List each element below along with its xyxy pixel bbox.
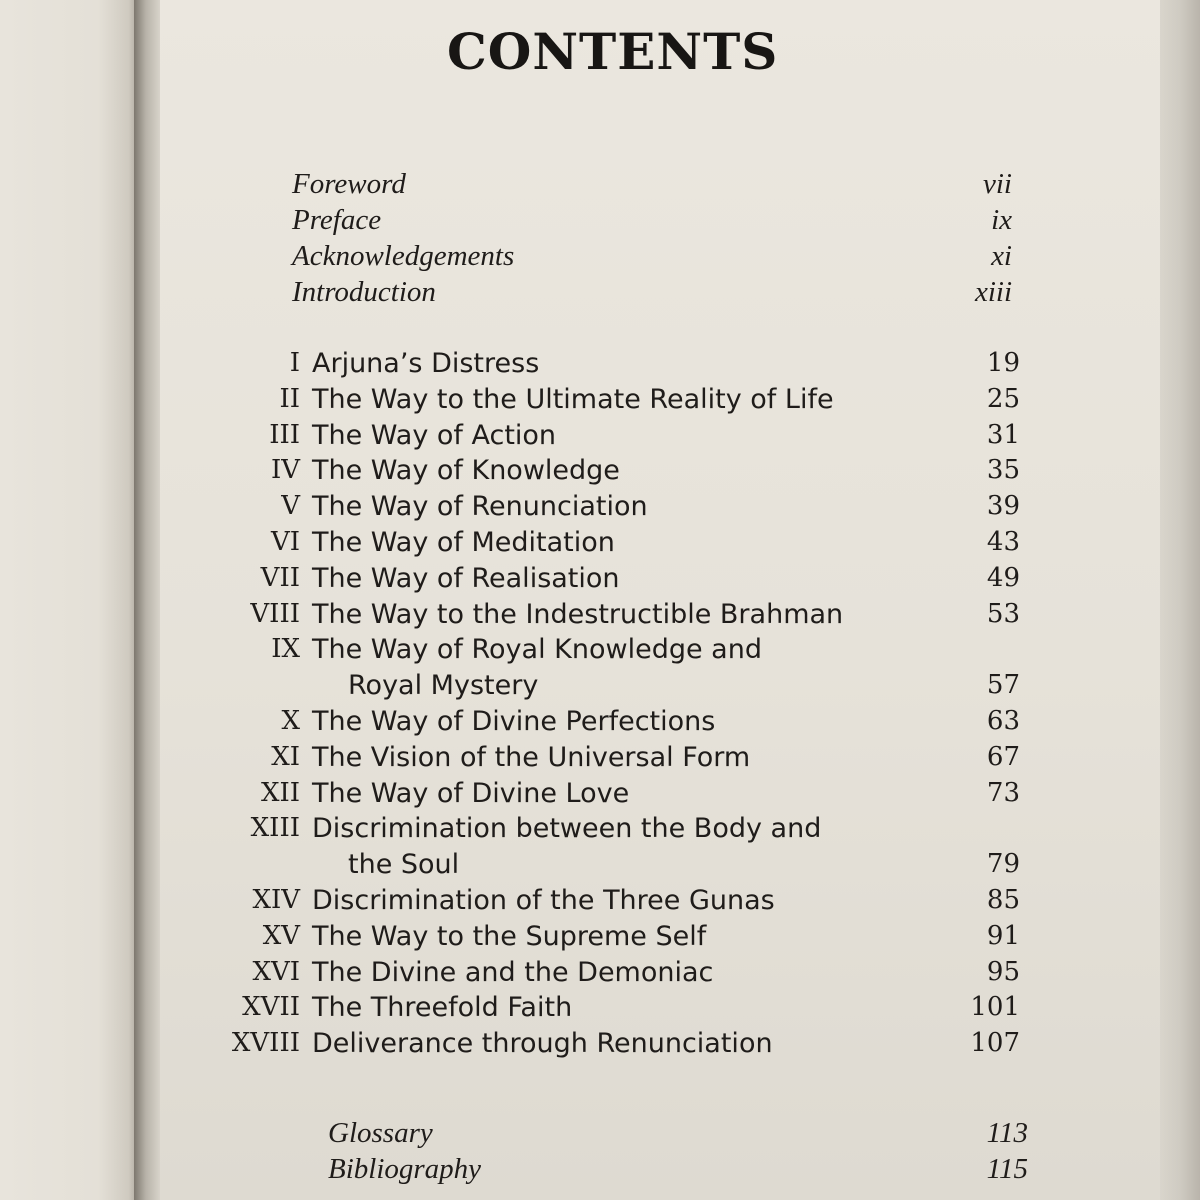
back-matter-entry: [328, 1151, 1028, 1187]
chapter-numeral: I: [289, 348, 300, 378]
chapter-page: 19: [986, 348, 1020, 378]
chapter-page: 53: [986, 598, 1020, 629]
chapter-title: The Way of Royal Knowledge and: [312, 634, 762, 666]
chapter-title: Discrimination of the Three Gunas: [312, 884, 775, 916]
chapter-list: [220, 346, 1020, 1062]
chapter-title: The Way of Divine Perfections: [312, 705, 716, 737]
chapter-numeral: XVI: [252, 956, 300, 987]
chapter-title: The Vision of the Universal Form: [312, 741, 751, 773]
chapter-title: The Way of Renunciation: [312, 491, 648, 523]
entry-title: Glossary: [328, 1117, 433, 1149]
back-matter-entry: [328, 1115, 1028, 1151]
chapter-numeral: IV: [270, 455, 300, 486]
page-edge: [1160, 0, 1200, 1200]
chapter-entry: [220, 883, 1020, 919]
entry-title: Foreword: [292, 168, 406, 200]
chapter-entry: [220, 418, 1020, 454]
chapter-entry: [220, 740, 1020, 776]
chapter-page: 91: [986, 920, 1020, 951]
entry-title: Bibliography: [328, 1153, 482, 1185]
chapter-entry: [220, 346, 1020, 382]
chapter-entry: [220, 990, 1020, 1026]
chapter-title: The Way of Divine Love: [312, 777, 630, 809]
chapter-page: 67: [986, 741, 1020, 772]
back-matter-list: [328, 1115, 1028, 1187]
chapter-numeral: X: [281, 705, 300, 736]
chapter-entry: [220, 453, 1020, 489]
entry-title: Acknowledgements: [292, 240, 515, 272]
chapter-page: 49: [986, 562, 1020, 593]
entry-page: xi: [991, 240, 1012, 272]
entry-page: ix: [991, 204, 1012, 236]
chapter-entry: [220, 489, 1020, 525]
chapter-title: The Way of Knowledge: [312, 455, 620, 487]
left-page: [0, 0, 140, 1200]
chapter-title-continuation: the Soul: [348, 849, 460, 881]
chapter-numeral: XIV: [252, 884, 300, 915]
chapter-numeral: XV: [262, 920, 300, 951]
entry-page: 115: [986, 1153, 1028, 1185]
front-matter-entry: [292, 274, 1012, 310]
entry-title: Introduction: [292, 276, 436, 308]
chapter-numeral: XVIII: [231, 1028, 300, 1059]
chapter-title: The Way to the Supreme Self: [312, 920, 707, 952]
entry-page: 113: [986, 1117, 1028, 1149]
entry-page: xiii: [974, 276, 1012, 308]
chapter-page: 101: [970, 992, 1020, 1023]
chapter-title: The Way to the Ultimate Reality of Life: [312, 383, 834, 415]
chapter-title: Arjuna’s Distress: [312, 348, 540, 379]
chapter-entry: [220, 561, 1020, 597]
front-matter-entry: [292, 238, 1012, 274]
chapter-page: 85: [986, 884, 1020, 915]
chapter-entry: [220, 382, 1020, 418]
chapter-entry: [220, 525, 1020, 561]
chapter-numeral: XVII: [242, 992, 300, 1023]
chapter-numeral: II: [279, 383, 300, 414]
chapter-page: 25: [986, 383, 1020, 414]
chapter-entry: [220, 776, 1020, 812]
front-matter-list: [292, 166, 1012, 310]
chapter-title: The Way to the Indestructible Brahman: [312, 598, 844, 630]
chapter-entry: [220, 704, 1020, 740]
entry-page: vii: [983, 168, 1012, 200]
contents-heading: CONTENTS: [447, 22, 779, 81]
chapter-numeral: VI: [270, 526, 300, 557]
chapter-page: 57: [986, 670, 1020, 701]
entry-title: Preface: [292, 204, 382, 236]
front-matter-entry: [292, 166, 1012, 202]
front-matter-entry: [292, 202, 1012, 238]
chapter-page: 107: [970, 1028, 1020, 1059]
chapter-entry: [220, 1026, 1020, 1062]
chapter-page: 73: [986, 777, 1020, 808]
chapter-page: 43: [986, 526, 1020, 557]
chapter-numeral: XI: [271, 741, 300, 772]
chapter-title: Deliverance through Renunciation: [312, 1028, 773, 1060]
chapter-title: The Threefold Faith: [312, 992, 573, 1024]
chapter-entry: [220, 919, 1020, 955]
chapter-entry: [220, 811, 1020, 883]
chapter-page: 31: [986, 419, 1020, 450]
chapter-title-continuation: Royal Mystery: [348, 670, 539, 702]
chapter-title: The Divine and the Demoniac: [312, 956, 714, 988]
chapter-page: 39: [986, 491, 1020, 522]
chapter-entry: [220, 597, 1020, 633]
chapter-page: 35: [986, 455, 1020, 486]
chapter-page: 79: [986, 849, 1020, 880]
chapter-numeral: XIII: [250, 813, 300, 844]
chapter-numeral: XII: [260, 777, 300, 808]
chapter-numeral: IX: [271, 634, 300, 665]
chapter-numeral: V: [281, 491, 300, 522]
chapter-title: The Way of Action: [312, 419, 557, 451]
chapter-title: The Way of Realisation: [312, 562, 620, 594]
chapter-title-block: [312, 632, 912, 704]
chapter-numeral: VII: [260, 562, 300, 593]
chapter-page: 95: [986, 956, 1020, 987]
chapter-page: 63: [986, 705, 1020, 736]
chapter-title-block: [312, 811, 912, 883]
chapter-entry: [220, 632, 1020, 704]
chapter-title: The Way of Meditation: [312, 526, 615, 558]
chapter-numeral: III: [269, 419, 300, 450]
chapter-entry: [220, 955, 1020, 991]
chapter-title: Discrimination between the Body and: [312, 813, 822, 845]
chapter-numeral: VIII: [250, 598, 300, 629]
